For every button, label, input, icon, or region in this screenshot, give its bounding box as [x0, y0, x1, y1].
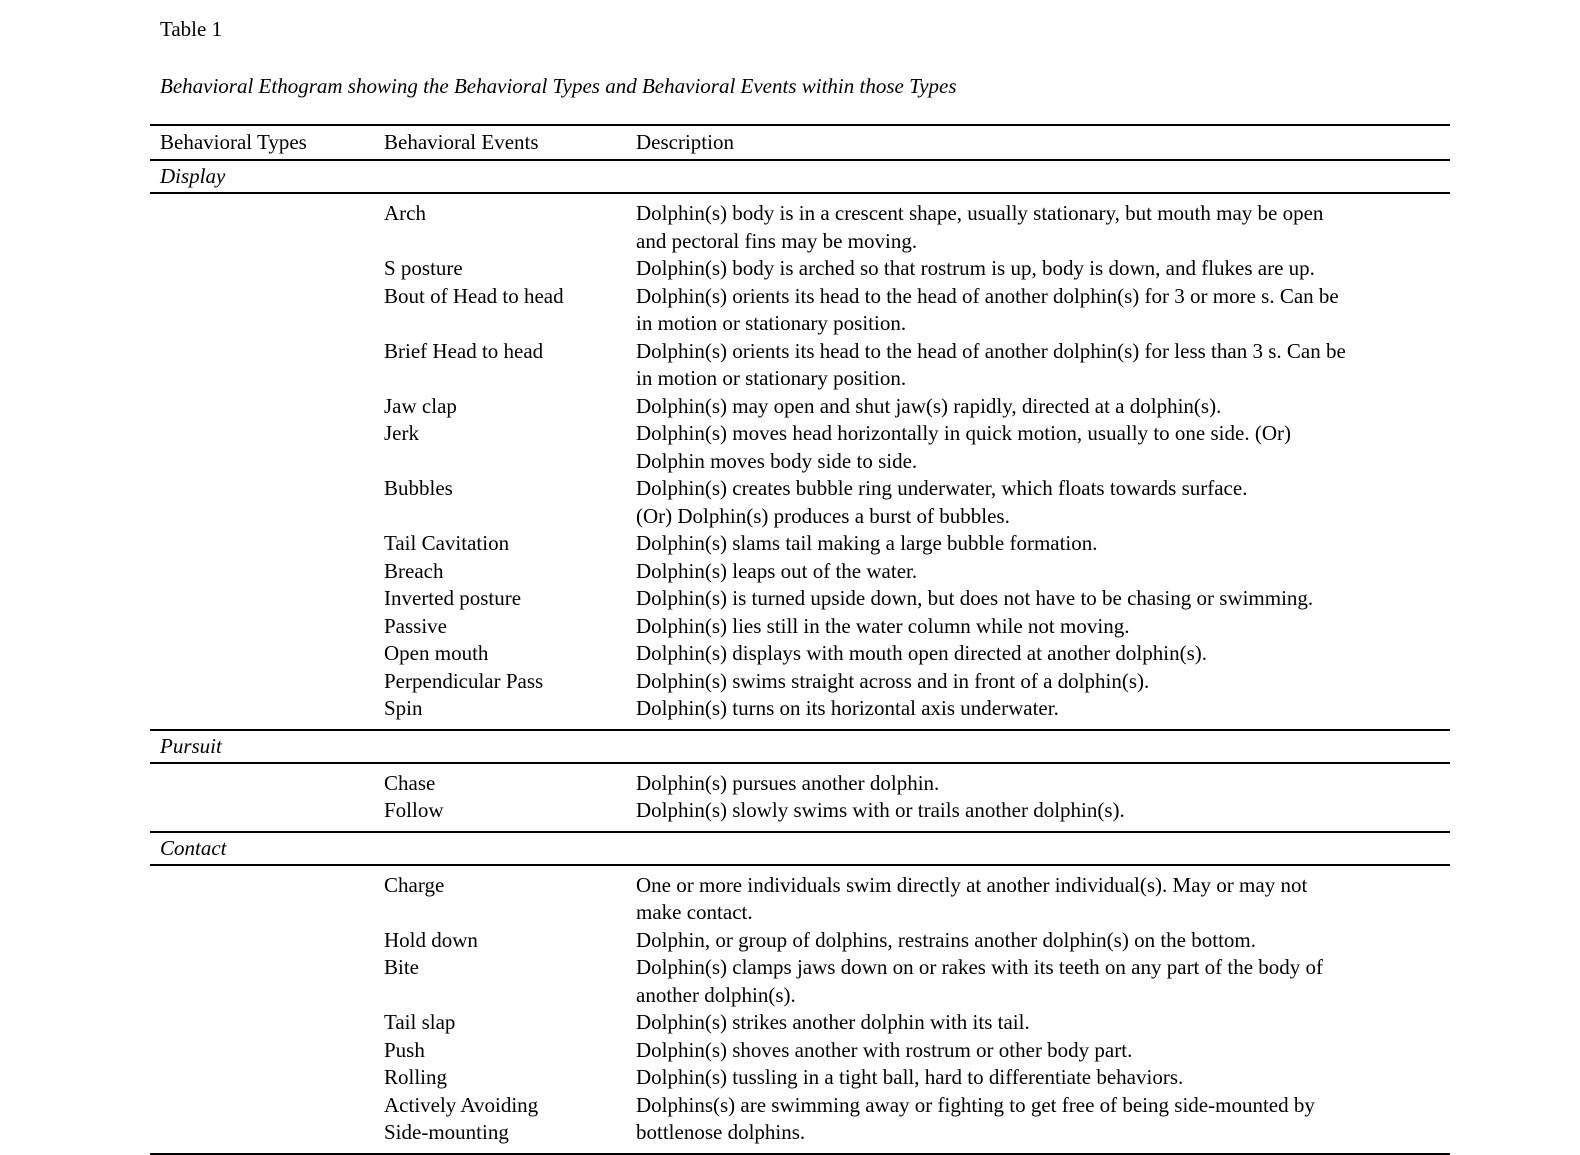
description-line: Dolphin(s) moves head horizontally in quick motion, usually to one side. (Or) — [636, 421, 1291, 445]
group-row — [150, 731, 1450, 762]
behavioral-event-description — [618, 640, 1450, 668]
behavioral-event-name: Tail slap — [384, 1010, 456, 1034]
table-row — [150, 200, 1450, 255]
table-row — [150, 640, 1450, 668]
behavioral-event-description — [618, 695, 1450, 723]
behavioral-event-name: Spin — [384, 696, 423, 720]
behavioral-event-description — [618, 797, 1450, 825]
description-line: make contact. — [636, 900, 753, 924]
group-entries — [150, 764, 1450, 831]
behavioral-event-description — [618, 927, 1450, 955]
description-line: in motion or stationary position. — [636, 366, 907, 390]
description-line: Dolphin(s) strikes another dolphin with its tail. — [636, 1010, 1030, 1034]
description-line: Dolphin(s) creates bubble ring underwater, which floats towards surface. — [636, 476, 1248, 500]
table-row — [150, 475, 1450, 530]
description-line: and pectoral fins may be moving. — [636, 228, 918, 253]
table-row — [150, 927, 1450, 955]
group-entries — [150, 866, 1450, 1153]
behavioral-event-name: Bout of Head to head — [384, 283, 564, 308]
behavioral-event-name: Bite — [384, 955, 419, 979]
description-line: Dolphin(s) slowly swims with or trails another dolphin(s). — [636, 798, 1125, 822]
behavioral-event-description — [618, 420, 1450, 475]
behavioral-event-name: Charge — [384, 872, 445, 897]
table-row — [150, 1092, 1450, 1120]
behavioral-event-name: Inverted posture — [384, 586, 522, 610]
description-line: One or more individuals swim directly at another individual(s). May or may not — [636, 872, 1308, 897]
description-line: Dolphin(s) shoves another with rostrum or other body part. — [636, 1037, 1133, 1062]
description-line: Dolphin(s) body is arched so that rostrum is up, body is down, and flukes are up. — [636, 256, 1315, 280]
ethogram-table — [150, 124, 1450, 1155]
description-line: (Or) Dolphin(s) produces a burst of bubbles. — [636, 503, 1010, 528]
behavioral-event-name: Jerk — [384, 421, 419, 445]
description-line: Dolphin(s) lies still in the water column while not moving. — [636, 613, 1130, 638]
behavioral-event-description — [618, 475, 1450, 530]
description-line: Dolphin(s) orients its head to the head of another dolphin(s) for 3 or more s. Can be — [636, 283, 1339, 308]
description-line: Dolphin(s) orients its head to the head of another dolphin(s) for less than 3 s. Can be — [636, 338, 1346, 363]
behavioral-event-name: Rolling — [384, 1065, 448, 1089]
table-number-label: Table 1 — [160, 17, 223, 41]
description-line: Dolphin(s) tussling in a tight ball, hard to differentiate behaviors. — [636, 1065, 1184, 1089]
description-line: Dolphin(s) pursues another dolphin. — [636, 770, 940, 795]
behavioral-event-description — [618, 770, 1450, 798]
description-line: Dolphin(s) slams tail making a large bubble formation. — [636, 531, 1098, 555]
behavioral-event-description — [618, 954, 1450, 1009]
header-behavioral-types: Behavioral Types — [160, 130, 307, 154]
description-line: Dolphin(s) swims straight across and in front of a dolphin(s). — [636, 668, 1150, 693]
group-entries — [150, 194, 1450, 729]
behavioral-event-name: Push — [384, 1037, 425, 1062]
table-row — [150, 420, 1450, 475]
description-line: Dolphin(s) leaps out of the water. — [636, 558, 918, 583]
table-row — [150, 558, 1450, 586]
behavioral-event-name: Side-mounting — [384, 1120, 509, 1144]
description-line: Dolphin moves body side to side. — [636, 448, 918, 473]
behavioral-event-name: Bubbles — [384, 476, 453, 500]
description-line: bottlenose dolphins. — [636, 1120, 806, 1144]
table-row — [150, 1009, 1450, 1037]
behavioral-event-description — [618, 1119, 1450, 1147]
description-line: Dolphin, or group of dolphins, restrains another dolphin(s) on the bottom. — [636, 927, 1257, 952]
table-row — [150, 393, 1450, 421]
group-row — [150, 833, 1450, 864]
behavioral-event-name: Follow — [384, 798, 444, 822]
group-name: Display — [160, 164, 226, 188]
table-row — [150, 338, 1450, 393]
table-row — [150, 668, 1450, 696]
table-row — [150, 1037, 1450, 1065]
behavioral-event-name: Arch — [384, 201, 426, 225]
table-header-row — [150, 126, 1450, 159]
table-row — [150, 797, 1450, 825]
table-row — [150, 1119, 1450, 1147]
behavioral-event-description — [618, 200, 1450, 255]
description-line: Dolphin(s) is turned upside down, but does not have to be chasing or swimming. — [636, 586, 1314, 610]
behavioral-event-description — [618, 283, 1450, 338]
description-line: Dolphin(s) turns on its horizontal axis underwater. — [636, 696, 1059, 720]
behavioral-event-name: Breach — [384, 558, 444, 583]
behavioral-event-name: Chase — [384, 770, 436, 795]
table-row — [150, 954, 1450, 1009]
description-line: Dolphin(s) displays with mouth open directed at another dolphin(s). — [636, 641, 1207, 665]
table-row — [150, 872, 1450, 927]
behavioral-event-description — [618, 393, 1450, 421]
behavioral-event-name: Tail Cavitation — [384, 531, 510, 555]
behavioral-event-description — [618, 613, 1450, 641]
behavioral-event-name: Passive — [384, 613, 447, 638]
behavioral-event-name: Hold down — [384, 927, 478, 952]
behavioral-event-name: Brief Head to head — [384, 338, 544, 363]
description-line: Dolphin(s) clamps jaws down on or rakes with its teeth on any part of the body of — [636, 955, 1324, 979]
table-caption-title: Behavioral Ethogram showing the Behavioral Types and Behavioral Events within those Types — [160, 74, 957, 98]
description-line: in motion or stationary position. — [636, 311, 907, 335]
behavioral-event-description — [618, 1092, 1450, 1120]
behavioral-event-name: Open mouth — [384, 641, 489, 665]
header-behavioral-events: Behavioral Events — [384, 130, 539, 154]
group-row — [150, 161, 1450, 192]
description-line: Dolphin(s) may open and shut jaw(s) rapidly, directed at a dolphin(s). — [636, 393, 1222, 418]
table-row — [150, 613, 1450, 641]
table-row — [150, 695, 1450, 723]
behavioral-event-description — [618, 1064, 1450, 1092]
behavioral-event-description — [618, 1037, 1450, 1065]
table-row — [150, 770, 1450, 798]
behavioral-event-description — [618, 530, 1450, 558]
table-row — [150, 283, 1450, 338]
description-line: Dolphins(s) are swimming away or fighting to get free of being side-mounted by — [636, 1092, 1315, 1117]
behavioral-event-name: Perpendicular Pass — [384, 668, 544, 693]
behavioral-event-description — [618, 585, 1450, 613]
behavioral-event-name: Actively Avoiding — [384, 1092, 539, 1117]
behavioral-event-description — [618, 872, 1450, 927]
header-description: Description — [636, 130, 734, 154]
behavioral-event-description — [618, 1009, 1450, 1037]
table-body — [150, 161, 1450, 1155]
behavioral-event-description — [618, 255, 1450, 283]
group-name: Contact — [160, 835, 227, 860]
table-row — [150, 585, 1450, 613]
table-bottom-rule — [150, 1153, 1450, 1155]
table-row — [150, 1064, 1450, 1092]
description-line: another dolphin(s). — [636, 982, 796, 1007]
behavioral-event-description — [618, 338, 1450, 393]
behavioral-event-description — [618, 558, 1450, 586]
table-row — [150, 530, 1450, 558]
description-line: Dolphin(s) body is in a crescent shape, usually stationary, but mouth may be open — [636, 201, 1324, 225]
table-row — [150, 255, 1450, 283]
behavioral-event-name: S posture — [384, 256, 463, 280]
behavioral-event-description — [618, 668, 1450, 696]
behavioral-event-name: Jaw clap — [384, 393, 457, 418]
group-name: Pursuit — [160, 733, 222, 758]
